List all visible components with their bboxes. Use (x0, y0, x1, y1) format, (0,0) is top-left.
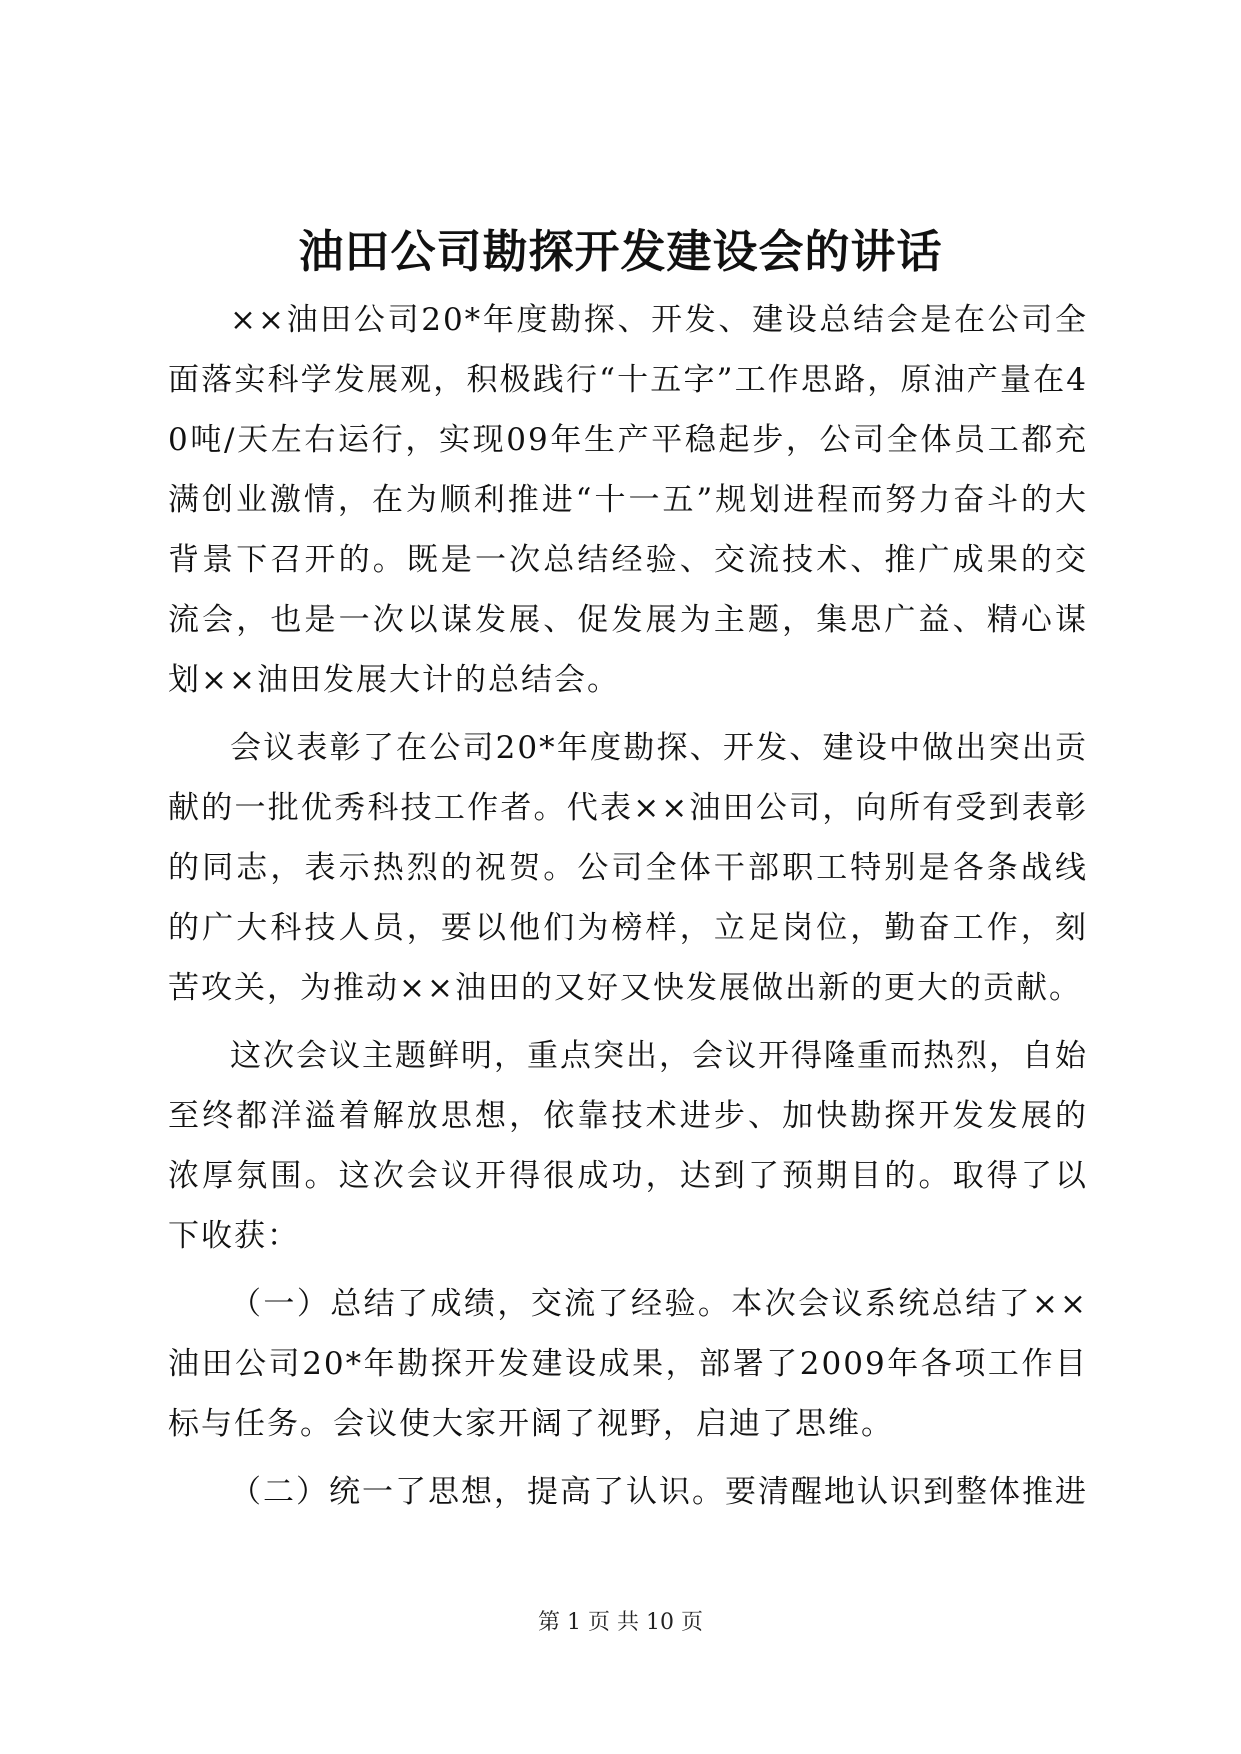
paragraph-1: ××油田公司20*年度勘探、开发、建设总结会是在公司全面落实科学发展观，积极践行“十五字”工作思路，原油产量在40吨/天左右运行，实现09年生产平稳起步，公司全体员工都充满创业激情，在为顺利推进“十一五”规划进程而努力奋斗的大背景下召开的。既是一次总结经验、交流技术、推广成果的交流会，也是一次以谋发展、促发展为主题，集思广益、精心谋划××油田发展大计的总结会。 (168, 302, 1088, 698)
paragraph-3: 这次会议主题鲜明，重点突出，会议开得隆重而热烈，自始至终都洋溢着解放思想，依靠技术进步、加快勘探开发发展的浓厚氛围。这次会议开得很成功，达到了预期目的。取得了以下收获： (168, 1038, 1088, 1254)
paragraph-5: （二）统一了思想，提高了认识。要清醒地认识到整体推进 (230, 1474, 1088, 1510)
paragraph-2: 会议表彰了在公司20*年度勘探、开发、建设中做出突出贡献的一批优秀科技工作者。代表××油田公司，向所有受到表彰的同志，表示热烈的祝贺。公司全体干部职工特别是各条战线的广大科技人员，要以他们为榜样，立足岗位，勤奋工作，刻苦攻关，为推动××油田的又好又快发展做出新的更大的贡献。 (168, 730, 1088, 1006)
paragraph-4: （一）总结了成绩，交流了经验。本次会议系统总结了××油田公司20*年勘探开发建设成果，部署了2009年各项工作目标与任务。会议使大家开阔了视野，启迪了思维。 (168, 1286, 1088, 1442)
document-title: 油田公司勘探开发建设会的讲话 (298, 225, 943, 278)
page-number-footer: 第 1 页 共 10 页 (538, 1610, 703, 1635)
document-body (168, 290, 1088, 1522)
